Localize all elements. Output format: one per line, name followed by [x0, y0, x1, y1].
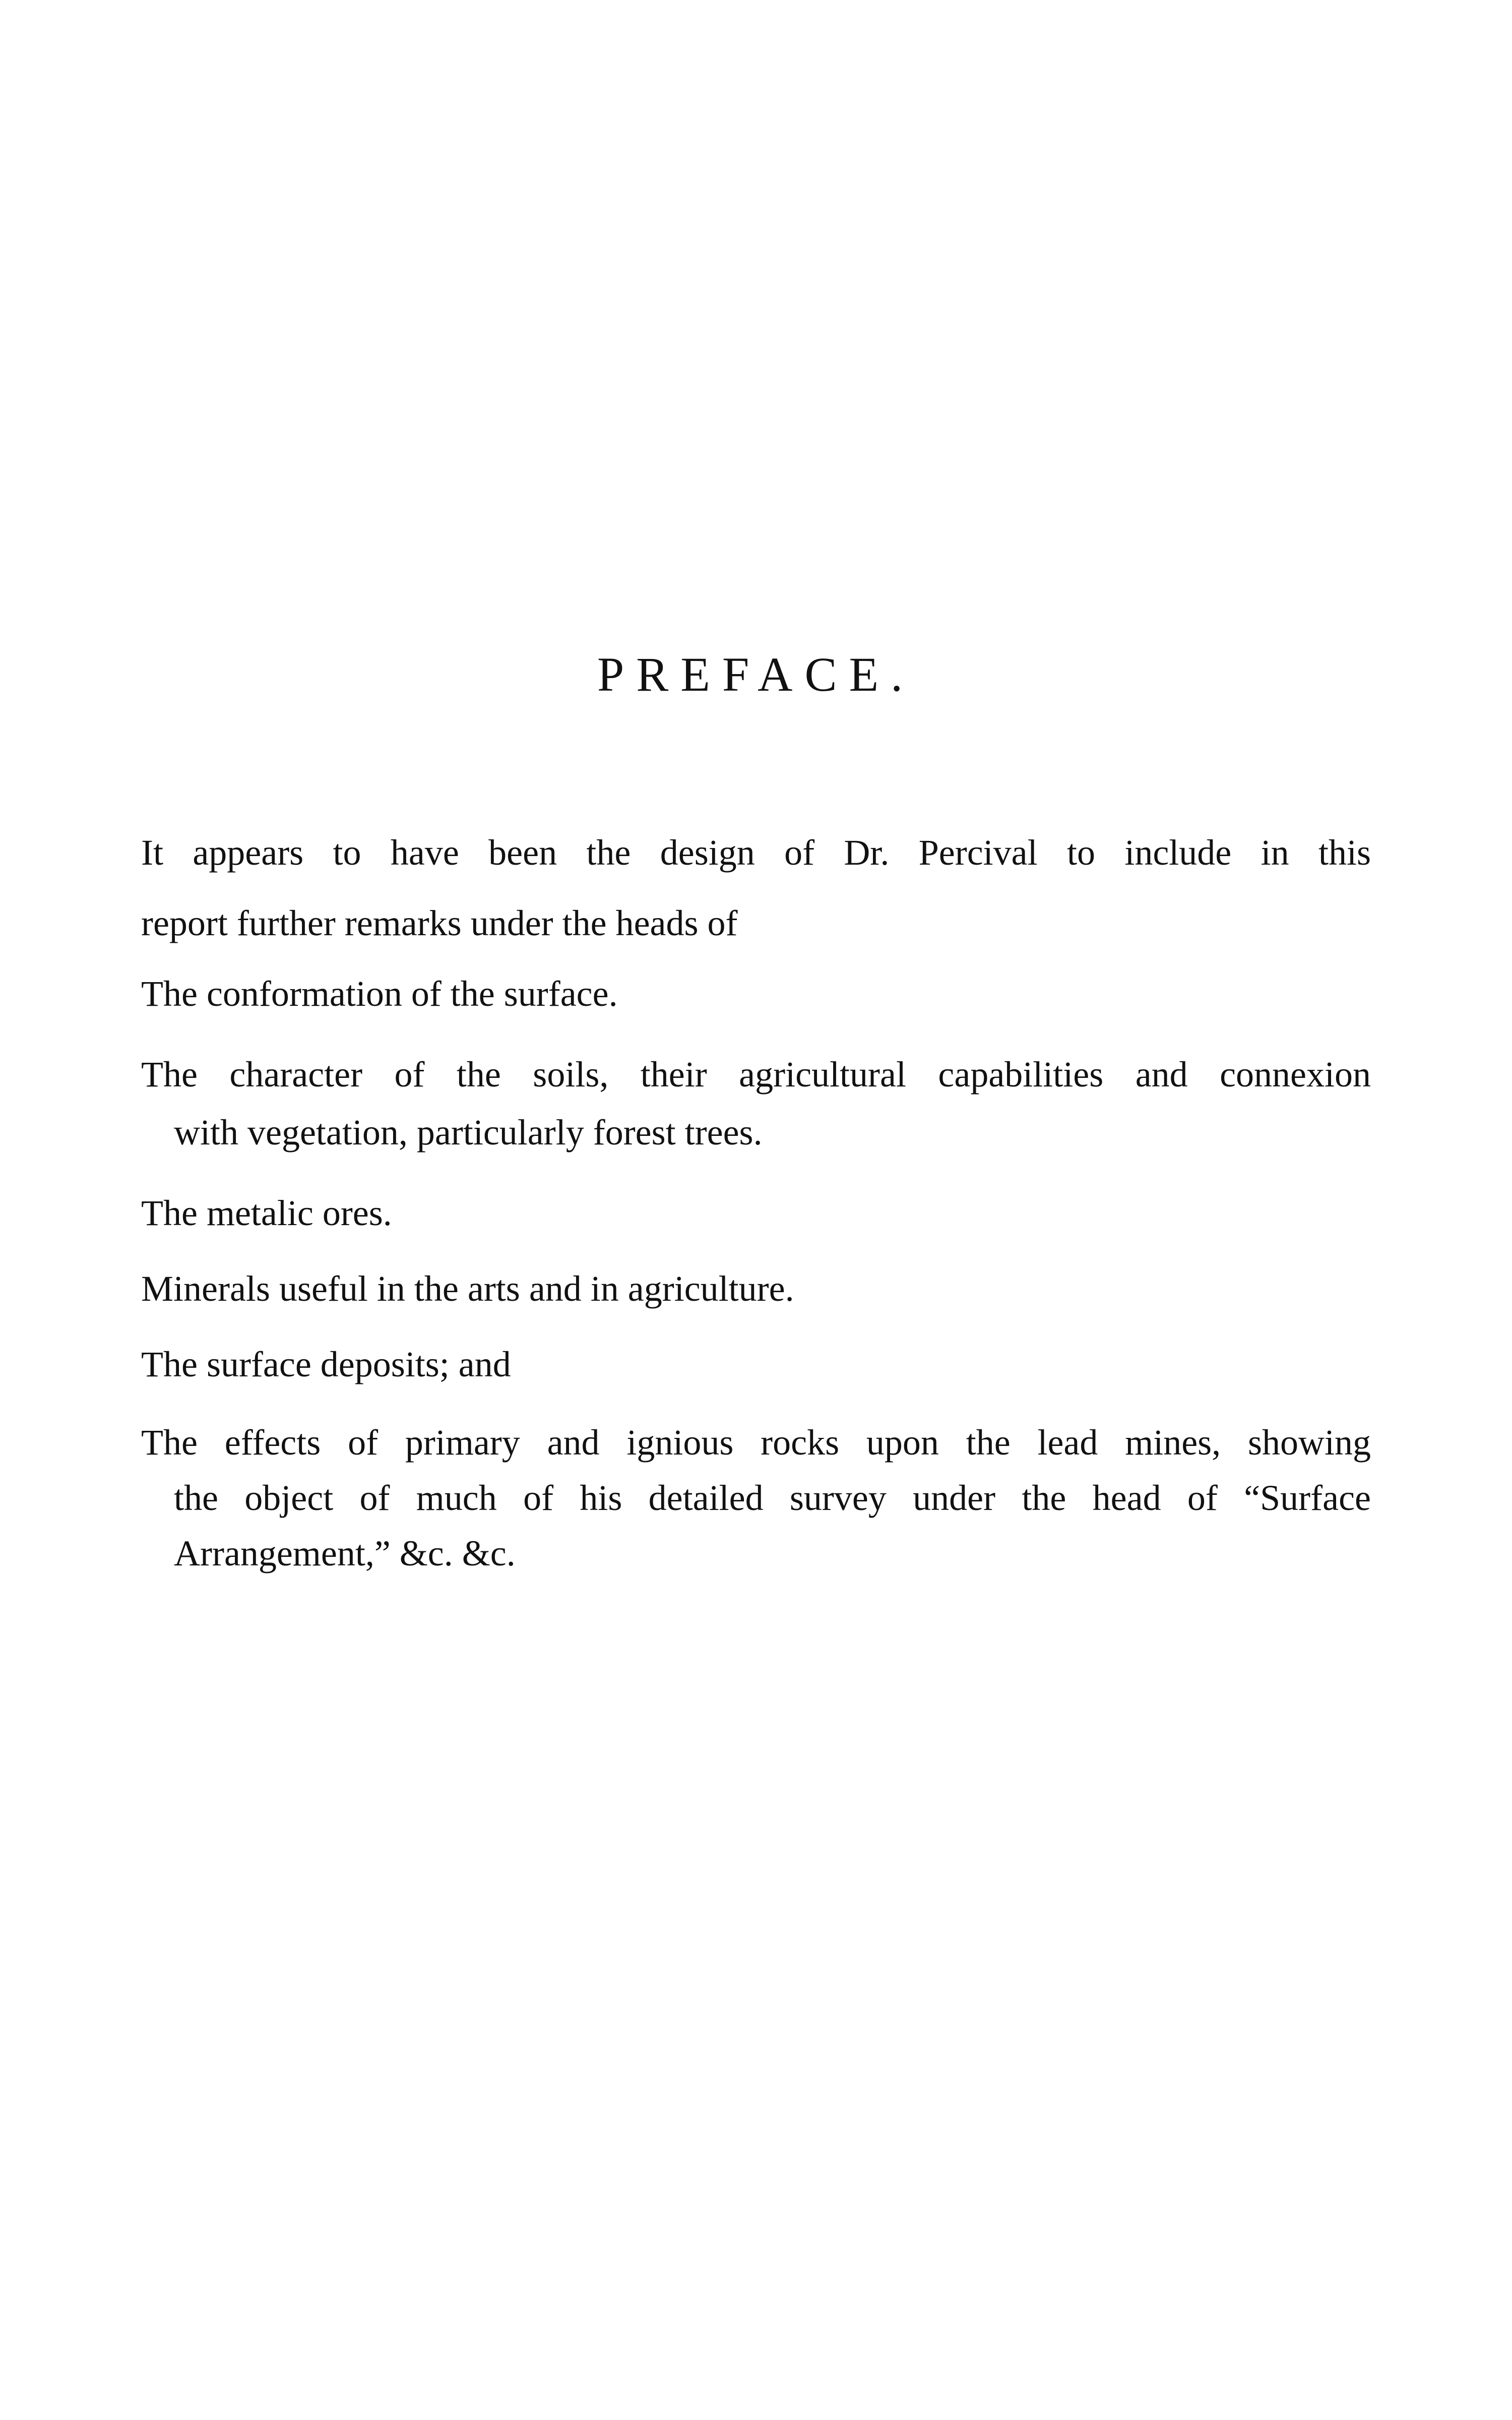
list-item-conformation: The conformation of the surface. [141, 974, 618, 1014]
list-item-effects-line-1: The effects of primary and ignious rocks upon the lead mines, showing [141, 1422, 1371, 1463]
list-item-surface-deposits: The surface deposits; and [141, 1344, 511, 1384]
list-item-soils-line-1: The character of the soils, their agricultural capabilities and connexion [141, 1054, 1371, 1095]
intro-line-1: It appears to have been the design of Dr. Percival to include in this [141, 832, 1371, 873]
list-item-effects-line-3: Arrangement,” &c. &c. [174, 1533, 516, 1574]
list-item-soils-line-2: with vegetation, particularly forest trees. [174, 1112, 763, 1153]
page-title: PREFACE. [597, 647, 915, 701]
list-item-metalic-ores: The metalic ores. [141, 1193, 392, 1233]
intro-line-2: report further remarks under the heads of [141, 903, 738, 943]
list-item-effects-line-2: the object of much of his detailed survey under the head of “Surface [174, 1478, 1371, 1518]
list-item-minerals: Minerals useful in the arts and in agriculture. [141, 1268, 794, 1309]
